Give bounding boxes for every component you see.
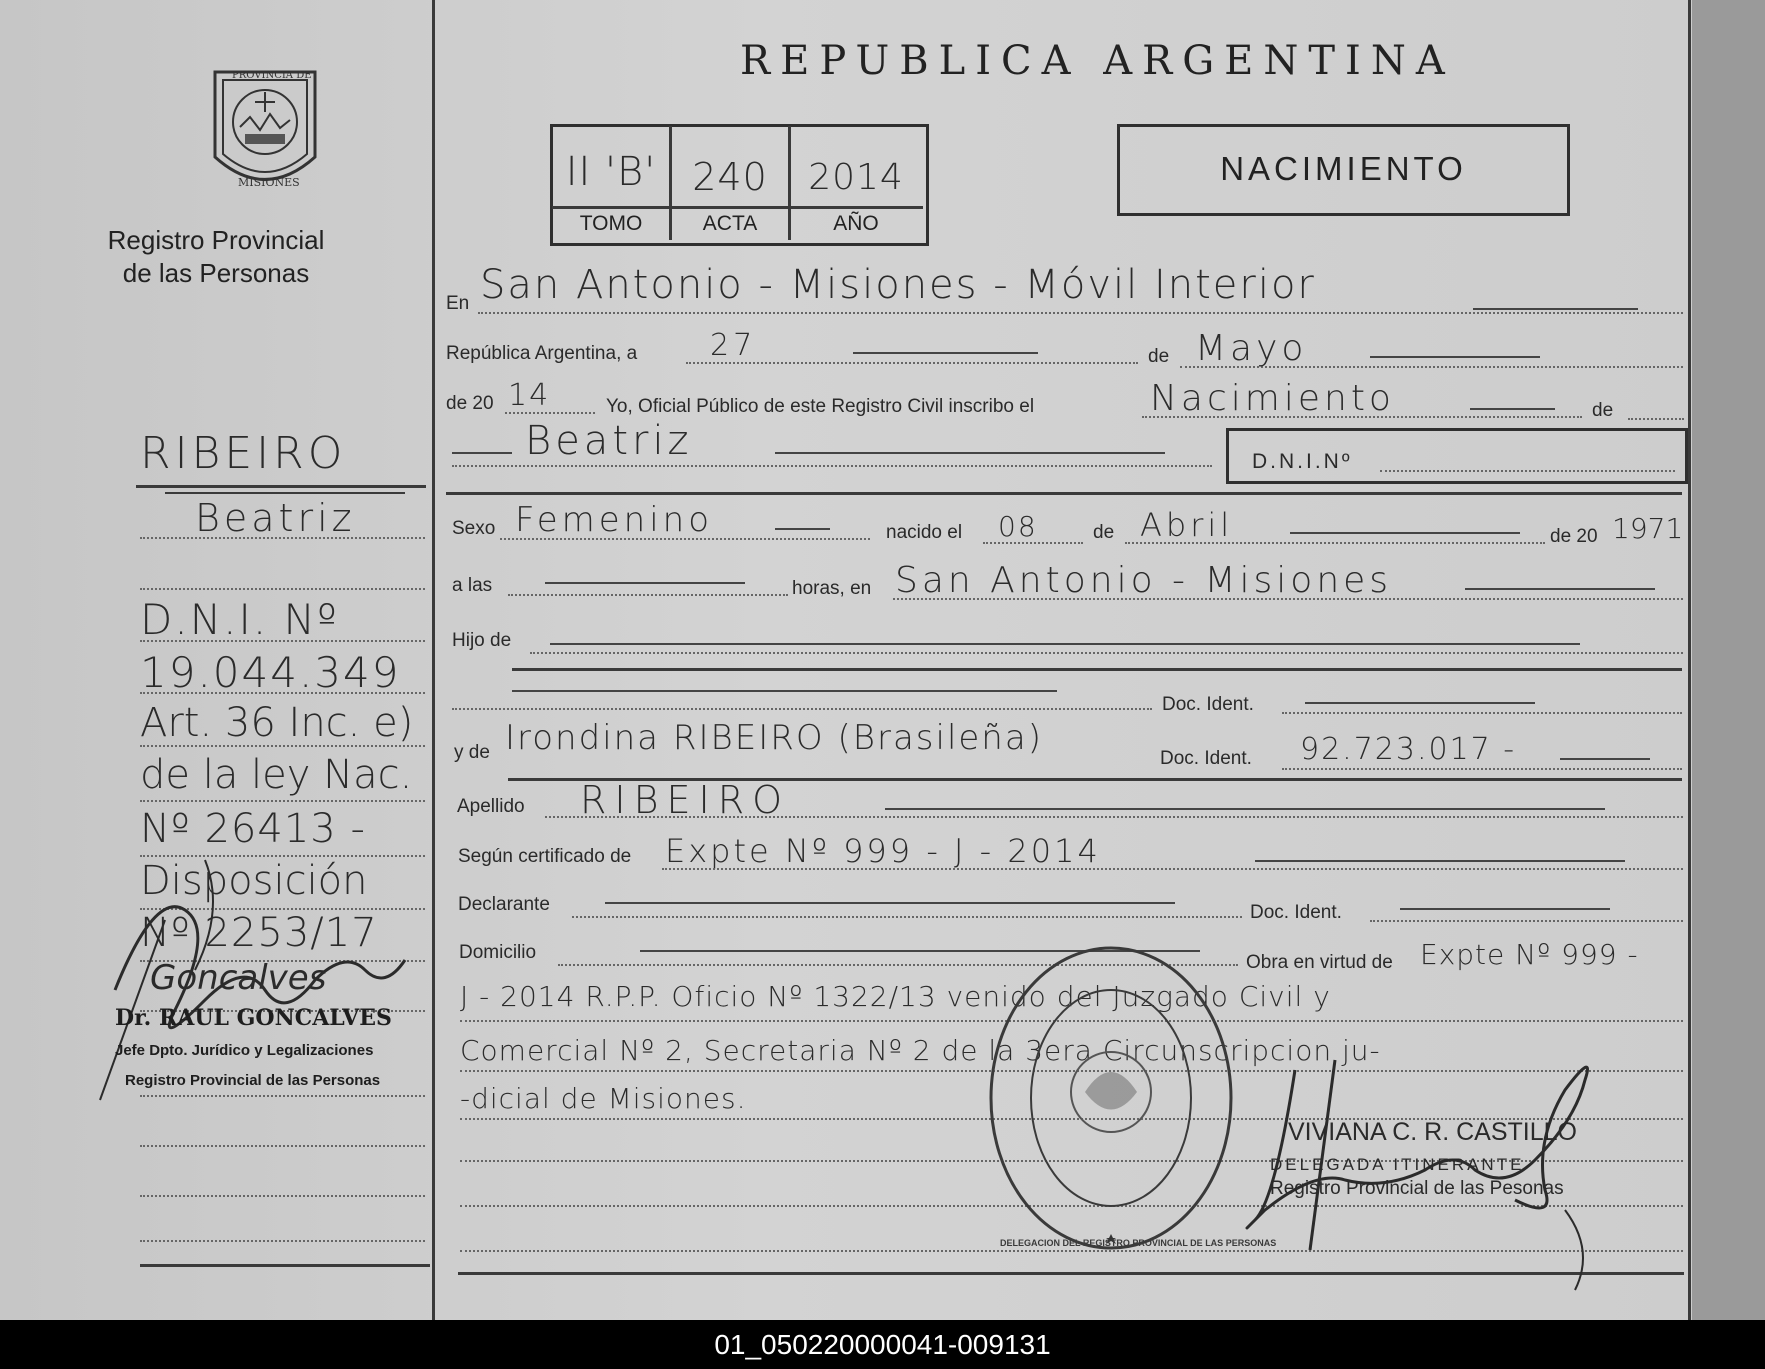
mother-doc-value: 92.723.017 - [1300,732,1517,767]
registrar-org: Registro Provincial de las Pesonas [1270,1178,1564,1199]
mother-doc-label: Doc. Ident. [1160,748,1252,769]
birth-month: Abril [1140,506,1234,544]
inscribo-pen-line [1470,408,1555,410]
day-pen-line [853,352,1038,354]
scan-border [1692,0,1765,1320]
alas-pen-line [545,582,745,584]
registration-day: 27 [710,328,757,363]
hijo-rule [512,668,1682,671]
birthmonth-pen-line [1290,532,1520,534]
segun-dotline [662,868,1683,870]
registrar-signature-icon [1235,1050,1655,1300]
anio-label: AÑO [833,212,879,235]
horas-label: horas, en [792,578,872,599]
domicilio-label: Domicilio [459,942,537,963]
de-end-label: de [1592,400,1614,421]
en-label: En [446,293,470,314]
tomo-value: II 'B' [565,149,657,195]
yde-label: y de [454,742,490,763]
margin-stamp-title: Jefe Dpto. Jurídico y Legalizaciones [115,1042,374,1059]
de20-label: de 20 [446,393,494,414]
document-id: 01_050220000041-009131 [714,1329,1051,1360]
declarante-doc-pen-line [1400,908,1610,910]
birth-de-label: de [1093,522,1115,543]
margin-underline [136,485,426,488]
birth-day: 08 [998,510,1038,543]
margin-dotline [140,1145,425,1147]
margin-underline-2 [165,492,405,494]
margin-note-line: 19.044.349 [140,648,401,697]
margin-dotline [140,537,425,539]
dni-dotline [1380,470,1675,472]
margin-note-line: Nº 2253/17 [140,910,378,956]
margin-note-line: Nº 26413 - [140,806,366,852]
sex-value: Femenino [515,500,713,540]
alas-dotline [508,594,788,596]
declarante-label: Declarante [458,894,550,915]
father-dotline [452,708,1152,710]
segun-pen-line [1255,860,1625,862]
place-of-registration: San Antonio - Misiones - Móvil Interior [480,262,1316,308]
registration-year: 14 [508,378,551,413]
mother-doc-dotline [1282,768,1682,770]
obra-value: Expte Nº 999 - [1420,938,1639,971]
country-title: REPUBLICA ARGENTINA [740,38,1455,84]
mother-name: Irondina RIBEIRO (Brasileña) [505,718,1043,758]
margin-note-line: D.N.I. Nº [140,595,339,644]
record-type: NACIMIENTO [1220,150,1467,187]
declarante-dotline [572,916,1242,918]
margin-given-name: Beatriz [195,496,356,540]
mother-doc-pen-line [1560,758,1650,760]
yo-oficial-label: Yo, Oficial Público de este Registro Civil inscribo el [606,396,1035,417]
acta-label: ACTA [702,212,758,235]
dni-label: D.N.I.Nº [1252,450,1353,473]
section-rule [446,492,1682,495]
seal-text-bottom: MISIONES [238,176,300,189]
month-pen-line [1370,356,1540,358]
republica-label: República Argentina, a [446,343,638,364]
father-doc-dotline [1282,712,1682,714]
margin-dotline [140,800,425,802]
registration-month: Mayo [1195,328,1308,369]
margin-note-line: de la ley Nac. [140,752,413,798]
child-name: Beatriz [525,418,693,464]
round-seal-text: DELEGACION DEL REGISTRO PROVINCIAL DE LAS PERSONAS [1000,1238,1277,1248]
declarante-pen-line [605,902,1175,904]
margin-dotline [140,1195,425,1197]
margin-note-line: Art. 36 Inc. e) [140,700,414,746]
birth-de20-label: de 20 [1550,526,1598,547]
segun-label: Según certificado de [458,846,632,867]
de-label: de [1148,346,1170,367]
en-dotline [478,312,1683,314]
name-dotline [452,465,1212,467]
agency-name-line1: Registro Provincial [107,225,325,255]
obra-label: Obra en virtud de [1246,952,1393,973]
place-pen-line [1465,588,1655,590]
certificate-value: Expte Nº 999 - J - 2014 [665,832,1101,870]
margin-surname: RIBEIRO [140,428,347,479]
right-border [1688,0,1691,1320]
margin-note-line: Disposición [140,858,368,904]
alas-label: a las [452,575,493,596]
seal-text-top: PROVINCIA DE [232,70,312,81]
birth-year: 1971 [1612,512,1684,545]
hijo-label: Hijo de [452,630,512,651]
apellido-pen-line [885,808,1605,810]
hijo-dotline [530,652,1683,654]
registrar-title: DELEGADA ITINERANTE [1270,1155,1525,1174]
note-line-2: Comercial Nº 2, Secretaria Nº 2 de la 3era Circunscripcion ju- [460,1034,1381,1067]
nacido-label: nacido el [886,522,963,543]
document-id-bar [0,1320,1765,1369]
registry-round-seal-icon [985,942,1277,1254]
sexo-label: Sexo [452,518,496,539]
year-dotline [505,412,595,414]
de-end-dotline [1628,418,1684,420]
en-pen-line [1473,308,1638,310]
surname-value: RIBEIRO [580,778,791,822]
agency-name-line2: de las Personas [122,258,310,288]
hijo-pen-line [550,643,1580,645]
note-line-3: -dicial de Misiones. [460,1082,747,1115]
father-doc-pen-line [1305,702,1535,704]
name-pen-line [775,452,1165,454]
margin-stamp-org: Registro Provincial de las Personas [125,1072,381,1089]
registrar-name: VIVIANA C. R. CASTILLO [1288,1118,1577,1146]
sexo-pen-line [775,528,830,530]
margin-stamp-name: Dr. RAUL GONCALVES [115,1005,392,1031]
margin-dotline [140,588,425,590]
name-pen-line-left [452,452,512,454]
tomo-label: TOMO [579,212,643,235]
left-column-divider [432,0,435,1320]
father-doc-label: Doc. Ident. [1162,694,1254,715]
anio-value: 2014 [808,156,904,198]
margin-bottom-line [140,1264,430,1267]
note-line-1: J - 2014 R.P.P. Oficio Nº 1322/13 venido del Juzgado Civil y [460,980,1331,1013]
margin-signature-name: Goncalves [150,958,327,998]
declarante-doc-dotline [1370,920,1683,922]
margin-dotline [140,1240,425,1242]
apellido-label: Apellido [457,796,525,817]
event-registered: Nacimiento [1150,378,1395,419]
father-pen-line [512,690,1057,692]
acta-value: 240 [692,155,768,199]
declarante-doc-label: Doc. Ident. [1250,902,1342,923]
birth-place: San Antonio - Misiones [895,560,1393,601]
